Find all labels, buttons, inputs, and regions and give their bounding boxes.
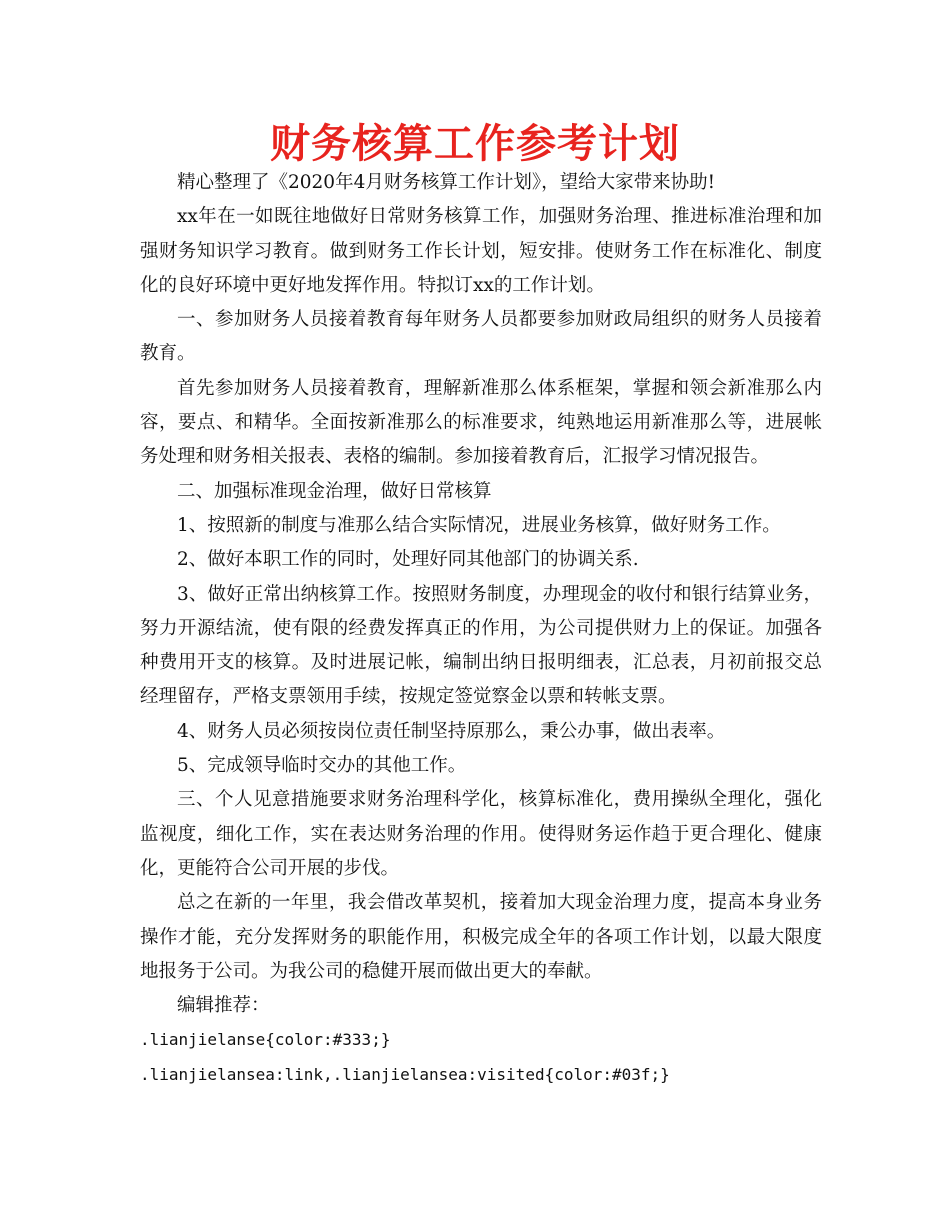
paragraph-item-2: 2、做好本职工作的同时，处理好同其他部门的协调关系. (177, 549, 639, 571)
paragraph-section-2-heading: 二、加强标准现金治理，做好日常核算 (177, 480, 492, 502)
paragraph-section-1-body: 首先参加财务人员接着教育，理解新准那么体系框架，掌握和领会新准那么内容，要点、和精华。全面按新准那么的标准要求，纯熟地运用新准那么等，进展帐务处理和财务相关报表、表格的编制。参加接着教育后，汇报学习情况报告。 (140, 377, 822, 468)
paragraph-section-1-heading: 一、参加财务人员接着教育每年财务人员都要参加财政局组织的财务人员接着教育。 (140, 309, 822, 365)
code-line-2: .lianjielansea:link,.lianjielansea:visited{color:#03f;} (140, 1064, 670, 1084)
paragraph-overview: xx年在一如既往地做好日常财务核算工作，加强财务治理、推进标准治理和加强财务知识学习教育。做到财务工作长计划，短安排。使财务工作在标准化、制度化的良好环境中更好地发挥作用。特拟订xx的工作计划。 (140, 206, 822, 296)
paragraph-intro: 精心整理了《2020年4月财务核算工作计划》，望给大家带来协助! (177, 172, 716, 193)
paragraph-item-4: 4、财务人员必须按岗位责任制坚持原那么，秉公办事，做出表率。 (177, 720, 726, 742)
code-line-1: .lianjielanse{color:#333;} (140, 1030, 391, 1050)
paragraph-editor-recommend: 编辑推荐： (177, 995, 270, 1017)
paragraph-conclusion: 总之在新的一年里，我会借改革契机，接着加大现金治理力度，提高本身业务操作才能，充分发挥财务的职能作用，积极完成全年的各项工作计划，以最大限度地报务于公司。为我公司的稳健开展而做出更大的奉献。 (140, 892, 822, 982)
document-body (140, 166, 822, 1092)
paragraph-item-1: 1、按照新的制度与准那么结合实际情况，进展业务核算，做好财务工作。 (177, 514, 781, 536)
paragraph-item-5: 5、完成领导临时交办的其他工作。 (177, 755, 467, 777)
paragraph-section-3: 三、个人见意措施要求财务治理科学化，核算标准化，费用操纵全理化，强化监视度，细化工作，实在表达财务治理的作用。使得财务运作趋于更合理化、健康化，更能符合公司开展的步伐。 (140, 789, 822, 879)
paragraph-item-3: 3、做好正常出纳核算工作。按照财务制度，办理现金的收付和银行结算业务，努力开源结流，使有限的经费发挥真正的作用，为公司提供财力上的保证。加强各种费用开支的核算。及时进展记帐，编制出纳日报明细表，汇总表，月初前报交总经理留存，严格支票领用手续，按规定签觉察金以票和转帐支票。 (140, 583, 822, 708)
document-title: 财务核算工作参考计划 (270, 121, 680, 167)
